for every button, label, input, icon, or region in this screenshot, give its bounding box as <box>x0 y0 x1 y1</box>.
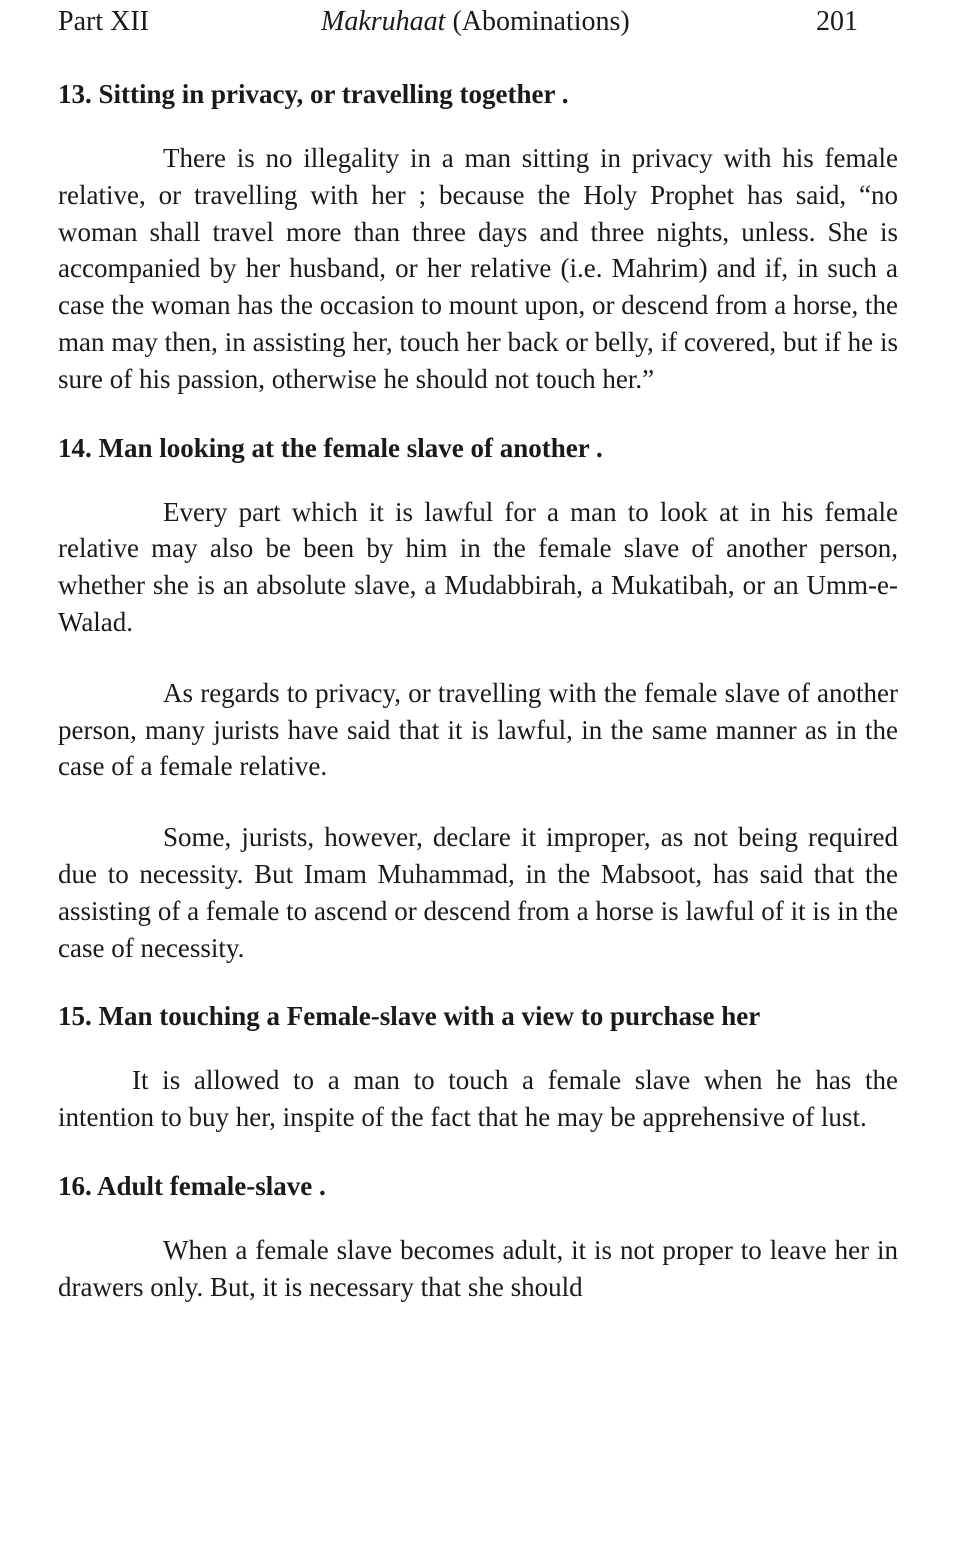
section-heading-13: 13. Sitting in privacy, or travelling together . <box>58 79 569 109</box>
page-body <box>58 70 898 1306</box>
section-14-paragraph-2: As regards to privacy, or travelling with the female slave of another person, many jurists have said that it is lawful, in the same manner as in the case of a female relative. <box>58 677 898 782</box>
section-15-paragraph-1: It is allowed to a man to touch a female slave when he has the intention to buy her, inspite of the fact that he may be apprehensive of lust. <box>58 1065 898 1133</box>
running-header <box>58 4 858 44</box>
section-13-paragraph-1: There is no illegality in a man sitting in privacy with his female relative, or travelling with her ; because the Holy Prophet has said, “no woman shall travel more than three days and three nights, unless. She is accompanied by her husband, or her relative (i.e. Mahrim) and if, in such a case the woman has the occasion to mount upon, or descend from a horse, the man may then, in assisting her, touch her back or belly, if covered, but if he is sure of his passion, otherwise he should not touch her.” <box>58 143 898 394</box>
section-14-paragraph-1: Every part which it is lawful for a man to look at in his female relative may also be been by him in the female slave of another person, whether she is an absolute slave, a Mudabbirah, a Mukatibah, or an Umm-e-Walad. <box>58 496 898 637</box>
section-14-paragraph-3: Some, jurists, however, declare it improper, as not being required due to necessity. But Imam Muhammad, in the Mabsoot, has said that the assisting of a female to ascend or descend from a horse is lawful of it is in the case of necessity. <box>58 822 898 963</box>
section-16-paragraph-1: When a female slave becomes adult, it is not proper to leave her in drawers only. But, it is necessary that she should <box>58 1234 898 1302</box>
section-heading-15: 15. Man touching a Female-slave with a view to purchase her <box>58 1001 761 1032</box>
section-heading-14: 14. Man looking at the female slave of another . <box>58 432 603 463</box>
section-heading-16: 16. Adult female-slave . <box>58 1170 326 1201</box>
page-number: 201 <box>816 6 858 37</box>
chapter-title-rest: (Abominations) <box>445 6 630 37</box>
chapter-title-italic: Makruhaat <box>321 6 446 37</box>
chapter-title <box>321 4 630 40</box>
part-label: Part XII <box>58 6 149 37</box>
